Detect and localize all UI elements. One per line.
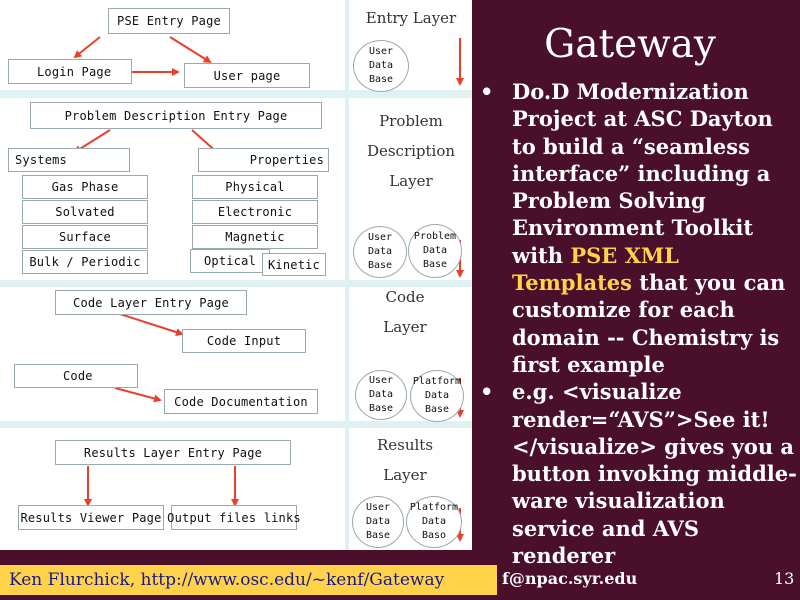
slide-title: Gateway: [544, 22, 716, 67]
code-documentation-box: Code Documentation: [164, 389, 318, 414]
problem-entry-page-box: Problem Description Entry Page: [30, 102, 322, 129]
page-number: 13: [774, 569, 795, 588]
bullet-symbol: •: [480, 79, 494, 104]
code-entry-page-box: Code Layer Entry Page: [55, 290, 247, 315]
electronic-box: Electronic: [192, 200, 318, 224]
gas-phase-box: Gas Phase: [22, 175, 148, 199]
optical-box: Optical: [190, 249, 270, 273]
pse-xml-templates-highlight: PSE XML Templates: [512, 242, 679, 296]
footer-author-link[interactable]: Ken Flurchick, http://www.osc.edu/~kenf/Gateway: [0, 565, 497, 595]
surface-box: Surface: [22, 225, 148, 249]
bullet-1-text-start: Do.D Modernization Project at ASC Dayton to build a “seamless interface” including a Problem Solving Environment Toolkit with: [512, 79, 773, 268]
problem-user-db-oval: User Data Base: [353, 226, 407, 278]
bullet-2-text: e.g. <visualize render=“AVS”>See it!</visualize> gives you a button invoking middle-ware visualization service and AVS renderer: [512, 379, 797, 569]
solvated-box: Solvated: [22, 200, 148, 224]
login-page-box: Login Page: [8, 59, 132, 84]
arrow-entry-user: [170, 37, 210, 62]
code-layer-label: Code Layer: [383, 288, 427, 336]
code-box: Code: [14, 364, 138, 388]
output-files-links-box: Output files links: [171, 505, 297, 530]
bullet-item: [480, 378, 798, 569]
magnetic-box: Magnetic: [192, 225, 318, 249]
results-platform-db-oval: Platform Data Baso: [406, 496, 462, 548]
results-viewer-page-box: Results Viewer Page: [18, 505, 164, 530]
arrow-entry-login: [75, 37, 100, 57]
pse-entry-page-box: PSE Entry Page: [108, 8, 230, 34]
code-input-box: Code Input: [182, 329, 306, 353]
results-entry-page-box: Results Layer Entry Page: [55, 440, 291, 465]
bullet-list: [480, 78, 798, 569]
results-user-db-oval: User Data Base: [352, 496, 404, 548]
arrow-code-input: [120, 314, 182, 334]
systems-box: Systems: [8, 148, 130, 172]
results-layer-label: Results Layer: [376, 436, 434, 484]
problem-data-db-oval: Problem Data Base: [408, 224, 462, 278]
footer-email: f@npac.syr.edu: [502, 569, 638, 588]
entry-layer-label: Entry Layer: [365, 9, 457, 27]
code-user-db-oval: User Data Base: [355, 370, 407, 420]
kinetic-box: Kinetic: [262, 253, 326, 276]
entry-user-db-oval: User Data Base: [353, 40, 409, 92]
bullet-item: [480, 78, 798, 378]
arrow-code-doc: [115, 388, 160, 400]
bullet-1-text-end: that you can customize for each domain -- Chemistry is first example: [512, 270, 786, 377]
bullet-symbol: •: [480, 379, 494, 405]
properties-box: Properties: [198, 148, 329, 172]
code-platform-db-oval: Platform Data Base: [410, 370, 464, 422]
bulk-periodic-box: Bulk / Periodic: [22, 250, 148, 274]
problem-layer-label: Problem Description Layer: [366, 112, 456, 190]
physical-box: Physical: [192, 175, 318, 199]
user-page-box: User page: [184, 63, 310, 88]
